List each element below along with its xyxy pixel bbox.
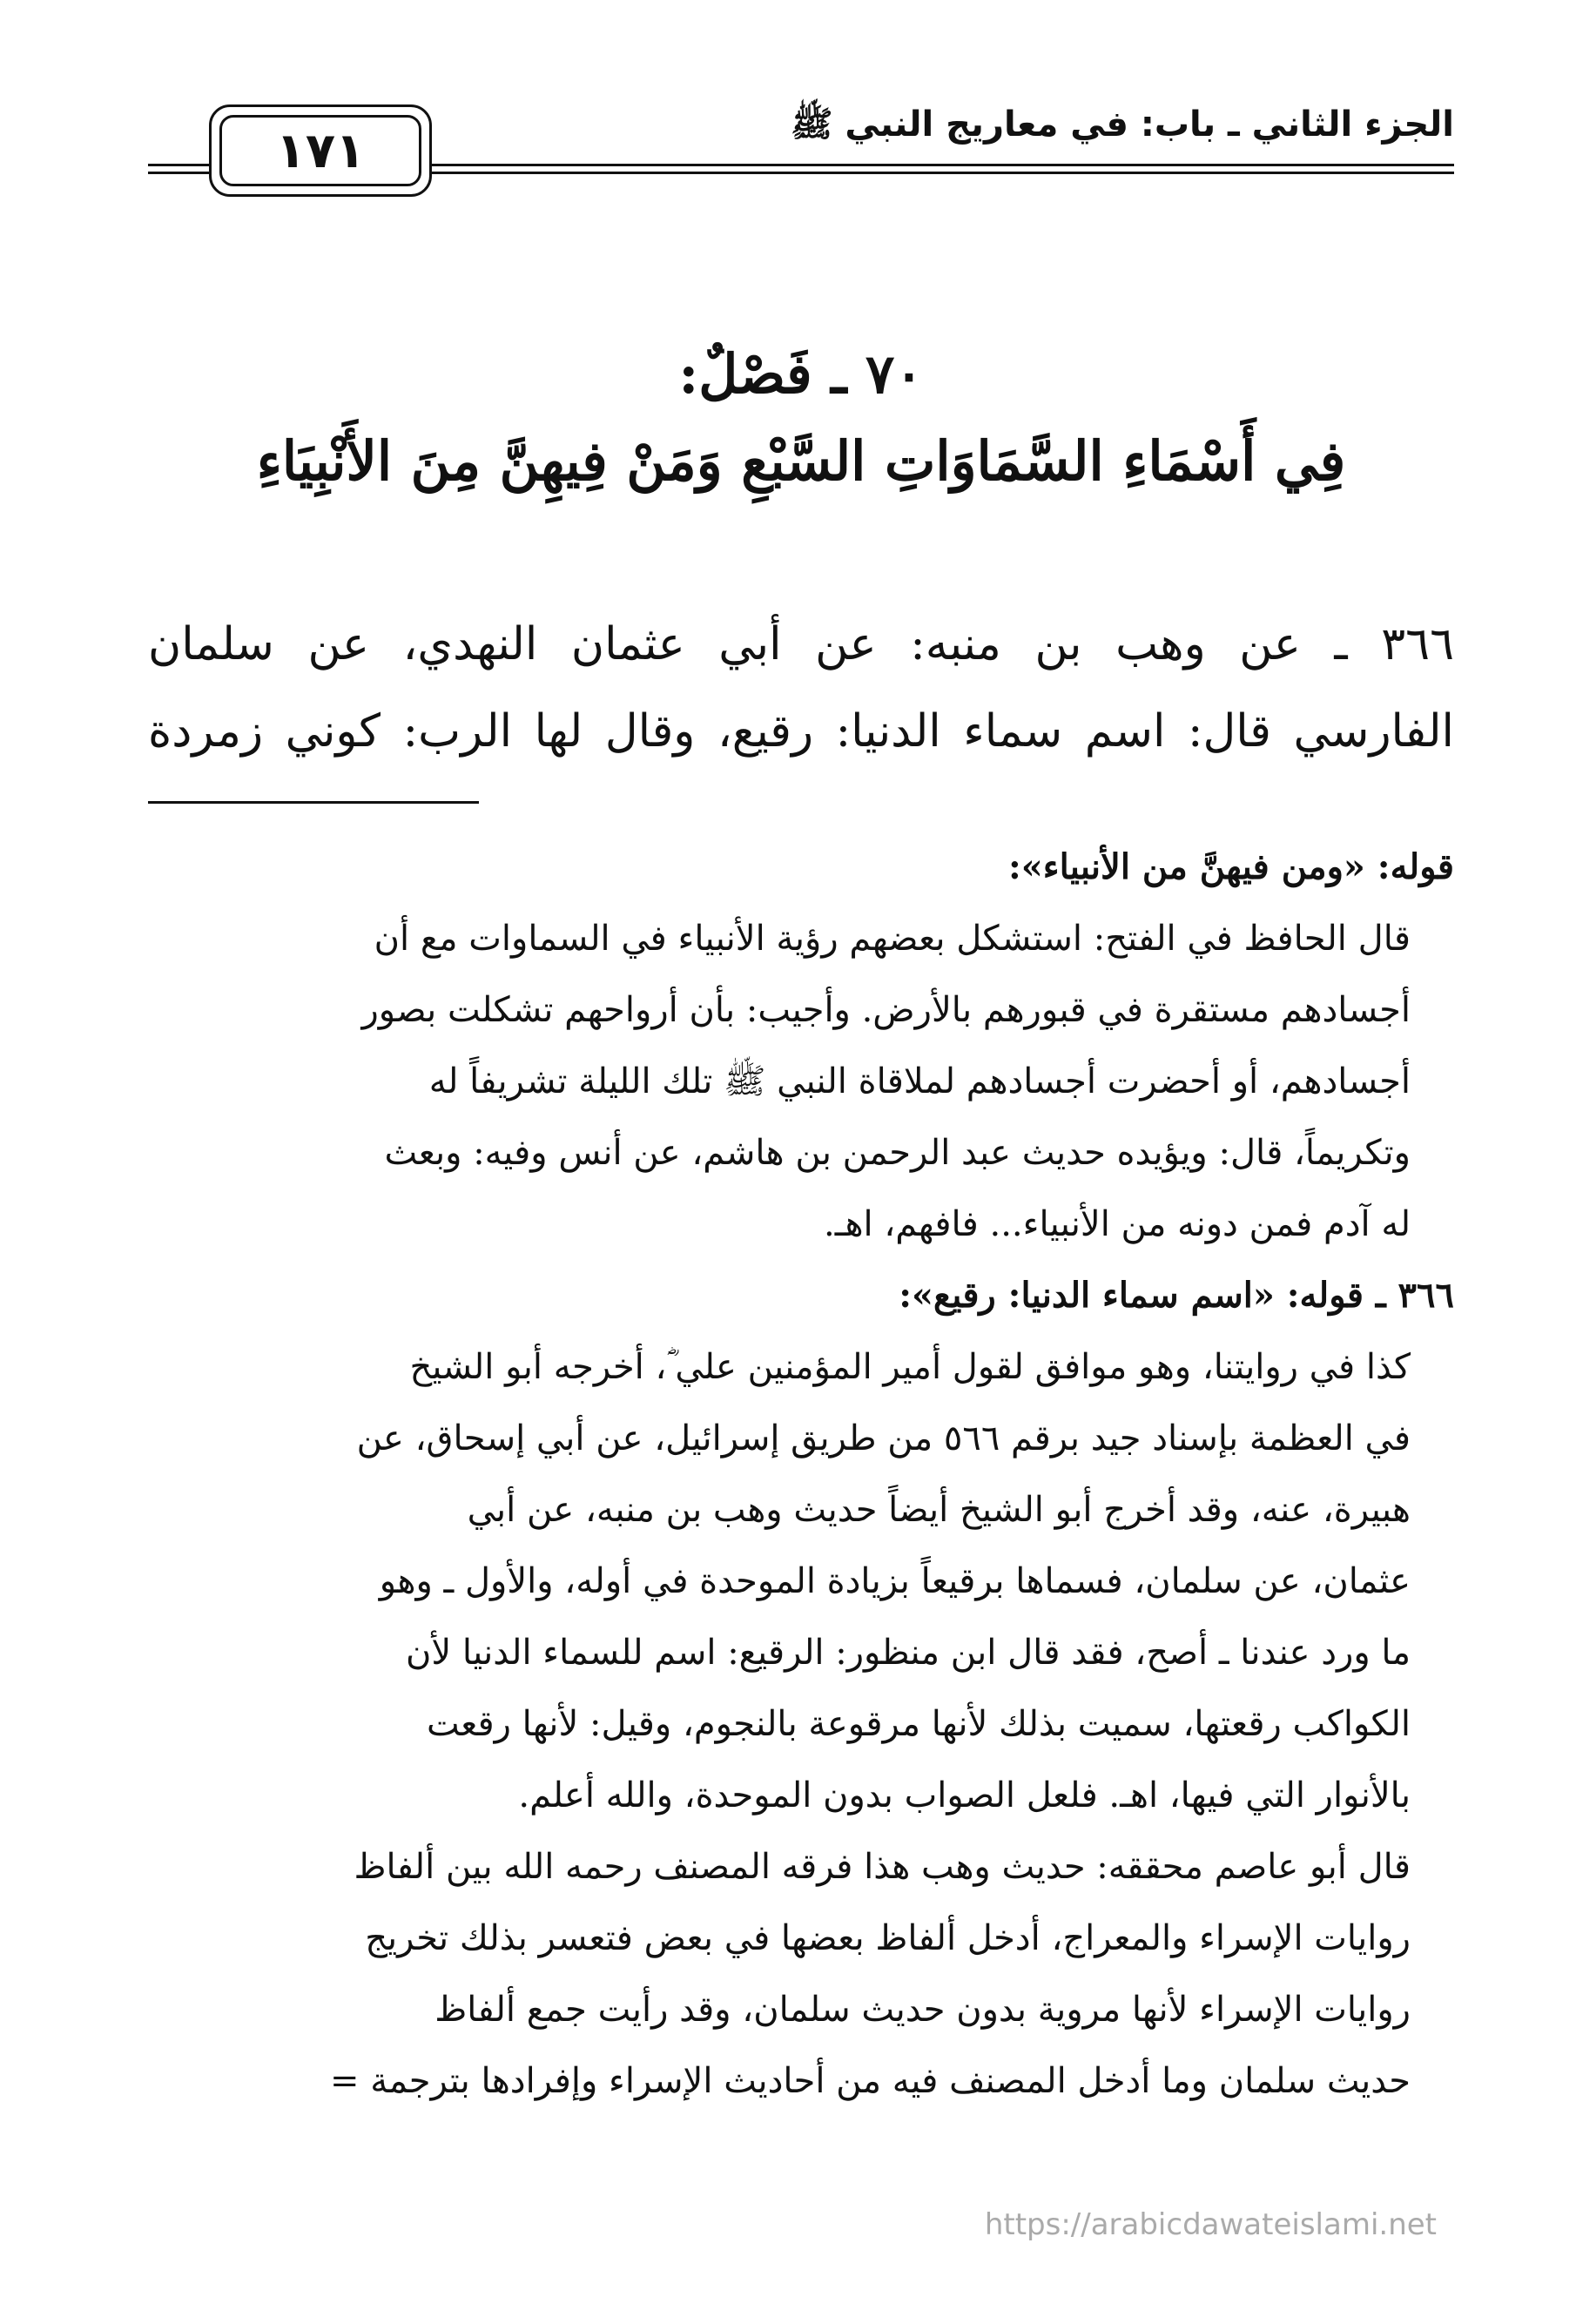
footnote-line	[148, 1117, 1454, 1189]
footnote-line	[148, 2045, 1454, 2117]
footnote-heading-text: ٣٦٦ ـ قوله: «اسم سماء الدنيا: رقيع»:	[899, 1275, 1454, 1316]
footnote-text: له آدم فمن دونه من الأنبياء... فافهم، اهـ.	[824, 1204, 1411, 1244]
footnote-line	[148, 1474, 1454, 1546]
footnote-text: أجسادهم، أو أحضرت أجسادهم لملاقاة النبي ﷺ تلك الليلة تشريفاً له	[428, 1061, 1411, 1101]
page-number-frame	[209, 104, 432, 197]
footnote-line	[148, 1688, 1454, 1760]
footnote-text: حديث سلمان وما أدخل المصنف فيه من أحاديث الإسراء وإفرادها بترجمة =	[329, 2061, 1411, 2101]
footnote-heading-text: قوله: «ومن فيهنَّ من الأنبياء»:	[1008, 846, 1454, 887]
footnote-separator	[148, 801, 479, 804]
footnote-line	[148, 1617, 1454, 1688]
page-header	[148, 96, 1454, 192]
footnote-line	[148, 1903, 1454, 1974]
footnote-line	[148, 1760, 1454, 1831]
footnote-line	[148, 1331, 1454, 1403]
main-text-line: ٣٦٦ ـ عن وهب بن منبه: عن أبي عثمان النهدي، عن سلمان	[148, 618, 1454, 670]
footnote-text: في العظمة بإسناد جيد برقم ٥٦٦ من طريق إسرائيل، عن أبي إسحاق، عن	[356, 1418, 1411, 1458]
footnote-line	[148, 1974, 1454, 2045]
footnote-text: بالأنوار التي فيها، اهـ. فلعل الصواب بدون الموحدة، والله أعلم.	[518, 1775, 1411, 1815]
footnote-text: هبيرة، عنه، وقد أخرج أبو الشيخ أيضاً حديث وهب بن منبه، عن أبي	[467, 1490, 1411, 1530]
footnote-text: كذا في روايتنا، وهو موافق لقول أمير المؤمنين علي ؓ، أخرجه أبو الشيخ	[409, 1347, 1411, 1387]
footnotes	[148, 832, 1454, 2117]
footnote-line	[148, 1403, 1454, 1474]
footnote-line	[148, 974, 1454, 1046]
footnote-line	[148, 903, 1454, 974]
footnote-line	[148, 1046, 1454, 1117]
footnote-text: أجسادهم مستقرة في قبورهم بالأرض. وأجيب: بأن أرواحهم تشكلت بصور	[361, 990, 1411, 1030]
footnote-text: عثمان، عن سلمان، فسماها برقيعاً بزيادة الموحدة في أوله، والأول ـ وهو	[379, 1561, 1411, 1601]
footnote-line	[148, 1189, 1454, 1260]
page-number: ١٧١	[219, 115, 421, 186]
footnote-text: قال أبو عاصم محققه: حديث وهب هذا فرقه المصنف رحمه الله بين ألفاظ	[354, 1847, 1411, 1887]
main-text	[148, 601, 1454, 775]
footnote-text: الكواكب رقعتها، سميت بذلك لأنها مرقوعة بالنجوم، وقيل: لأنها رقعت	[426, 1704, 1411, 1744]
running-title: الجزء الثاني ـ باب: في معاريج النبي ﷺ	[791, 104, 1454, 145]
footnote-line	[148, 1831, 1454, 1903]
footnote-text: وتكريماً، قال: ويؤيده حديث عبد الرحمن بن هاشم، عن أنس وفيه: وبعث	[384, 1133, 1411, 1173]
footnote-text: روايات الإسراء لأنها مروية بدون حديث سلمان، وقد رأيت جمع ألفاظ	[434, 1990, 1411, 2030]
footnote-text: ما ورد عندنا ـ أصح، فقد قال ابن منظور: الرقيع: اسم للسماء الدنيا لأن	[405, 1633, 1411, 1673]
chapter-heading	[148, 331, 1454, 505]
footnote-line	[148, 1546, 1454, 1617]
footnote-text: قال الحافظ في الفتح: استشكل بعضهم رؤية الأنبياء في السماوات مع أن	[374, 919, 1411, 959]
chapter-number: ٧٠ ـ فَصْلٌ:	[678, 342, 924, 406]
footnote-text: روايات الإسراء والمعراج، أدخل ألفاظ بعضها في بعض فتعسر بذلك تخريج	[365, 1918, 1411, 1958]
watermark-url: https://arabicdawateislami.net	[984, 2207, 1437, 2242]
footnote-heading	[148, 832, 1454, 903]
footnote-heading	[148, 1260, 1454, 1331]
chapter-title: فِي أَسْمَاءِ السَّمَاوَاتِ السَّبْعِ وَمَنْ فِيهِنَّ مِنَ الأَنْبِيَاءِ	[256, 429, 1346, 493]
main-text-line: الفارسي قال: اسم سماء الدنيا: رقيع، وقال لها الرب: كوني زمردة	[148, 705, 1454, 758]
